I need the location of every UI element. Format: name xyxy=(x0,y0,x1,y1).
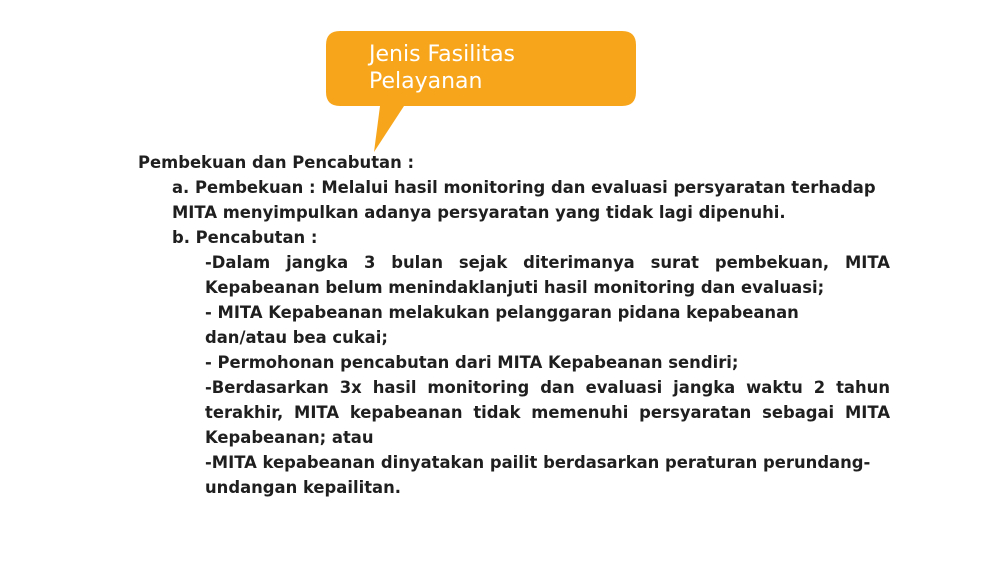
sub-item: -MITA kepabeanan dinyatakan pailit berdasarkan peraturan perundang-undangan kepailitan. xyxy=(205,453,871,497)
sub-item: - MITA Kepabeanan melakukan pelanggaran pidana kepabeanan dan/atau bea cukai; xyxy=(205,303,799,347)
bubble-title xyxy=(369,41,619,95)
list-item-b: b. Pencabutan : xyxy=(172,228,318,247)
sub-item: - Permohonan pencabutan dari MITA Kepabeanan sendiri; xyxy=(205,353,739,372)
bubble-title-line2: Pelayanan xyxy=(369,69,483,94)
content-body xyxy=(138,150,890,500)
list-item-a: a. Pembekuan : Melalui hasil monitoring dan evaluasi persyaratan terhadap MITA menyimpulkan adanya persyaratan yang tidak lagi dipenuhi. xyxy=(172,178,876,222)
section-heading: Pembekuan dan Pencabutan : xyxy=(138,153,415,172)
sub-item: -Berdasarkan 3x hasil monitoring dan evaluasi jangka waktu 2 tahun terakhir, MITA kepabeanan tidak memenuhi persyaratan sebagai MITA Kepabeanan; atau xyxy=(205,378,890,447)
bubble-title-line1: Jenis Fasilitas xyxy=(369,42,516,67)
sub-item: -Dalam jangka 3 bulan sejak diterimanya surat pembekuan, MITA Kepabeanan belum menindaklanjuti hasil monitoring dan evaluasi; xyxy=(205,253,890,297)
